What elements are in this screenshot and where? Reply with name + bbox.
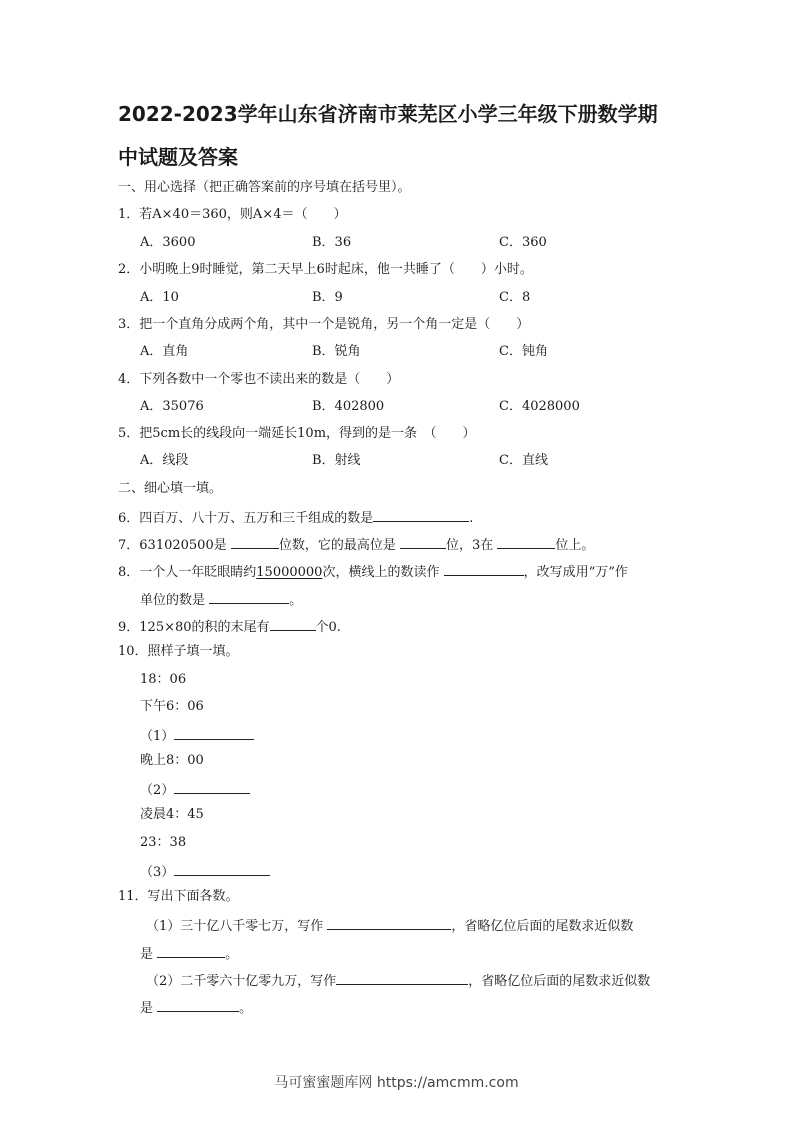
q4-option-b: B．402800 xyxy=(312,399,385,414)
q11-part-2 xyxy=(146,971,650,990)
q11-2-text-d: 。 xyxy=(239,1001,253,1016)
question-9 xyxy=(118,617,341,636)
q10-item-3 xyxy=(140,862,270,881)
q1-option-a: A．3600 xyxy=(140,235,196,250)
q6-text: 6．四百万、八十万、五万和三千组成的数是 xyxy=(118,511,374,526)
question-8 xyxy=(118,562,628,581)
q10-given-2: 凌晨4：45 xyxy=(140,807,204,822)
q11-2-text-c: 是 xyxy=(140,1001,158,1016)
question-6 xyxy=(118,508,473,527)
doc-title-line2: 中试题及答案 xyxy=(118,145,238,169)
q7-blank-1[interactable] xyxy=(231,535,279,549)
q10-given-3: 23：38 xyxy=(140,835,187,850)
q5-option-b: B．射线 xyxy=(312,453,361,468)
q2-option-b: B．9 xyxy=(312,290,343,305)
q8-blank-1[interactable] xyxy=(444,562,524,576)
q11-2-text-a: （2）二千零六十亿零九万，写作 xyxy=(146,974,337,989)
q11-1-blank-approx[interactable] xyxy=(157,944,225,958)
q8-text-4: 单位的数是 xyxy=(140,593,210,608)
q11-2-blank-approx[interactable] xyxy=(157,998,239,1012)
question-3: 3．把一个直角分成两个角，其中一个是锐角，另一个角一定是（ ） xyxy=(118,317,530,332)
question-1: 1．若A×40＝360，则A×4＝（ ） xyxy=(118,207,347,222)
q11-1-text-a: （1）三十亿八千零七万，写作 xyxy=(146,919,328,934)
question-5: 5．把5cm长的线段向一端延长10m，得到的是一条 （ ） xyxy=(118,426,476,441)
q10-blank-2[interactable] xyxy=(174,780,250,794)
q11-1-text-b: ，省略亿位后面的尾数求近似数 xyxy=(451,919,634,934)
q7-blank-3[interactable] xyxy=(497,535,555,549)
q11-part-2-continued xyxy=(140,998,252,1017)
q9-text-2: 个0. xyxy=(315,620,341,635)
q7-text-1: 7．631020500是 xyxy=(118,538,231,553)
q10-example-24h: 18：06 xyxy=(140,672,187,687)
section-heading-choice: 一、用心选择（把正确答案前的序号填在括号里）。 xyxy=(118,180,411,195)
q10-item-1-label: （1） xyxy=(140,729,175,744)
section-heading-fill: 二、细心填一填。 xyxy=(118,481,223,496)
q1-option-b: B．36 xyxy=(312,235,352,250)
q5-option-c: C．直线 xyxy=(499,453,548,468)
q11-1-text-c: 是 xyxy=(140,947,158,962)
q8-text-3: ，改写成用“万”作 xyxy=(523,565,628,580)
q2-option-c: C．8 xyxy=(499,290,531,305)
q3-option-c: C．钝角 xyxy=(499,344,548,359)
q9-blank[interactable] xyxy=(270,617,316,631)
question-7 xyxy=(118,535,594,554)
q11-2-text-b: ，省略亿位后面的尾数求近似数 xyxy=(468,974,651,989)
q5-option-a: A．线段 xyxy=(140,453,189,468)
q10-item-1 xyxy=(140,726,254,745)
question-4: 4．下列各数中一个零也不读出来的数是（ ） xyxy=(118,372,400,387)
question-8-continued xyxy=(140,590,302,609)
q8-text-2: 次，横线上的数读作 xyxy=(322,565,444,580)
q8-blank-2[interactable] xyxy=(209,590,289,604)
q10-given-1: 晚上8：00 xyxy=(140,753,204,768)
q7-text-2: 位数，它的最高位是 xyxy=(278,538,400,553)
q4-option-a: A．35076 xyxy=(140,399,204,414)
question-11: 11．写出下面各数。 xyxy=(118,889,239,904)
q7-text-3: 位，3在 xyxy=(445,538,498,553)
q10-item-2-label: （2） xyxy=(140,783,175,798)
q2-option-a: A．10 xyxy=(140,290,179,305)
q11-1-text-d: 。 xyxy=(225,947,239,962)
q10-blank-1[interactable] xyxy=(174,726,254,740)
q6-text-end: . xyxy=(469,511,474,526)
q11-part-1-continued xyxy=(140,944,238,963)
question-10: 10．照样子填一填。 xyxy=(118,644,239,659)
q8-underlined-number: 15000000 xyxy=(256,565,323,580)
q7-blank-2[interactable] xyxy=(400,535,446,549)
q3-option-a: A．直角 xyxy=(140,344,189,359)
q11-part-1 xyxy=(146,916,633,935)
q7-text-4: 位上。 xyxy=(555,538,595,553)
q10-item-3-label: （3） xyxy=(140,865,175,880)
q6-answer-blank[interactable] xyxy=(373,508,469,522)
q10-item-2 xyxy=(140,780,250,799)
q4-option-c: C．4028000 xyxy=(499,399,580,414)
q11-2-blank-write[interactable] xyxy=(336,971,468,985)
footer-watermark: 马可蜜蜜题库网 https://amcmm.com xyxy=(274,1075,519,1091)
q3-option-b: B．锐角 xyxy=(312,344,361,359)
q10-example-12h: 下午6：06 xyxy=(140,699,204,714)
q11-1-blank-write[interactable] xyxy=(327,916,451,930)
q8-text-5: 。 xyxy=(289,593,303,608)
q1-option-c: C．360 xyxy=(499,235,547,250)
q10-blank-3[interactable] xyxy=(174,862,270,876)
q9-text-1: 9．125×80的积的末尾有 xyxy=(118,620,270,635)
doc-title-line1: 2022-2023学年山东省济南市莱芜区小学三年级下册数学期 xyxy=(118,102,658,126)
q8-text-1: 8．一个人一年眨眼睛约 xyxy=(118,565,257,580)
question-2: 2．小明晚上9时睡觉，第二天早上6时起床，他一共睡了（ ）小时。 xyxy=(118,262,533,277)
